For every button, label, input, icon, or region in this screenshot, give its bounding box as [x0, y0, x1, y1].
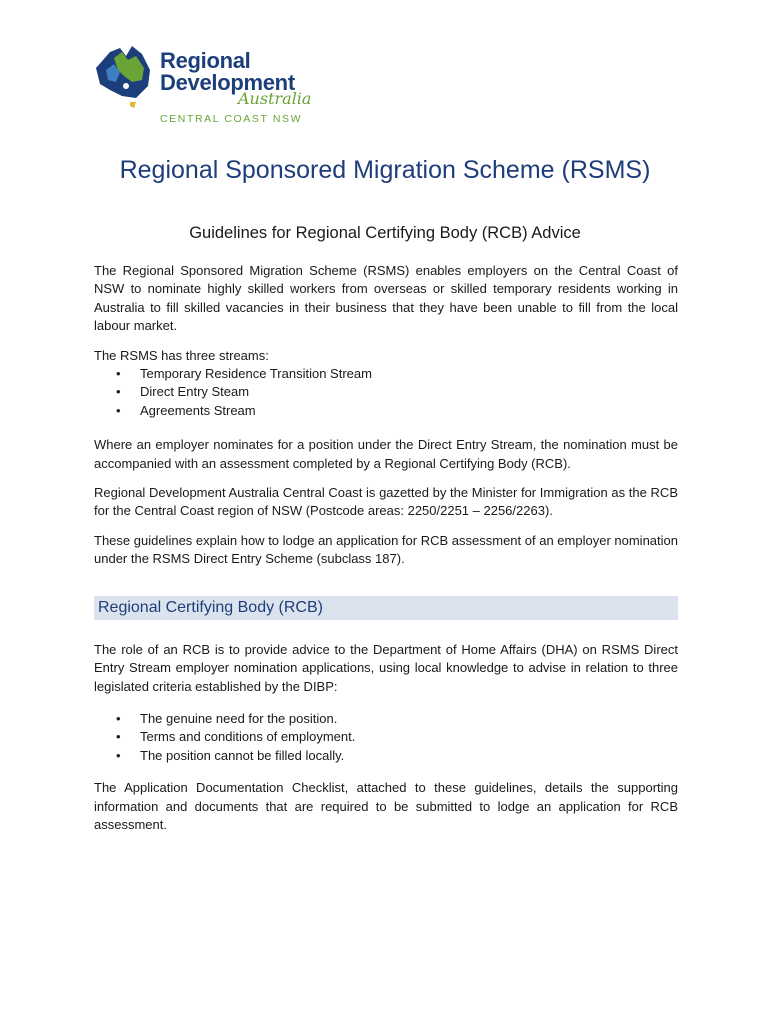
- streams-list: [94, 365, 678, 420]
- list-item: • Terms and conditions of employment.: [94, 728, 678, 746]
- list-item: • The position cannot be filled locally.: [94, 747, 678, 765]
- criteria-list: [94, 710, 678, 765]
- logo-text: [160, 50, 311, 125]
- guidelines-paragraph: These guidelines explain how to lodge an application for RCB assessment of an employer nomination under the RSMS Direct Entry Scheme (subclass 187).: [94, 532, 678, 567]
- gazetted-paragraph: Regional Development Australia Central Coast is gazetted by the Minister for Immigration as the RCB for the Central Coast region of NSW (Postcode areas: 2250/2251 – 2256/2263).: [94, 485, 678, 519]
- streams-intro: The RSMS has three streams:: [94, 347, 269, 363]
- australia-map-icon: [92, 42, 158, 112]
- logo-line-development: Development: [160, 70, 295, 95]
- document-body: [94, 262, 678, 834]
- logo-line-regional: Regional: [160, 48, 251, 73]
- list-item: • Temporary Residence Transition Stream: [94, 365, 678, 383]
- list-item: • The genuine need for the position.: [94, 710, 678, 728]
- section-heading-rcb: Regional Certifying Body (RCB): [94, 596, 678, 620]
- page-subtitle: Guidelines for Regional Certifying Body (RCB) Advice: [189, 224, 581, 242]
- direct-entry-paragraph: Where an employer nominates for a position under the Direct Entry Stream, the nomination must be accompanied with an assessment completed by a Regional Certifying Body (RCB).: [94, 437, 678, 471]
- logo-line-australia: Australia: [238, 89, 312, 108]
- logo: [92, 42, 322, 132]
- list-item: • Direct Entry Steam: [94, 383, 678, 401]
- list-item: • Agreements Stream: [94, 402, 678, 420]
- checklist-paragraph: The Application Documentation Checklist, attached to these guidelines, details the supporting information and documents that are required to be submitted to lodge an application for RCB assessment.: [94, 780, 678, 832]
- page-title: Regional Sponsored Migration Scheme (RSMS): [119, 156, 651, 184]
- logo-line-region: CENTRAL COAST NSW: [160, 113, 303, 125]
- rcb-role-paragraph: The role of an RCB is to provide advice to the Department of Home Affairs (DHA) on RSMS Direct Entry Stream employer nomination applications, using local knowledge to advise in relation to three legislated criteria established by the DIBP:: [94, 641, 678, 694]
- intro-paragraph: The Regional Sponsored Migration Scheme (RSMS) enables employers on the Central Coast of NSW to nominate highly skilled workers from overseas or skilled temporary residents working in Australia to fill skilled vacancies in their business that they have been unable to fill from the local labour market.: [94, 263, 678, 334]
